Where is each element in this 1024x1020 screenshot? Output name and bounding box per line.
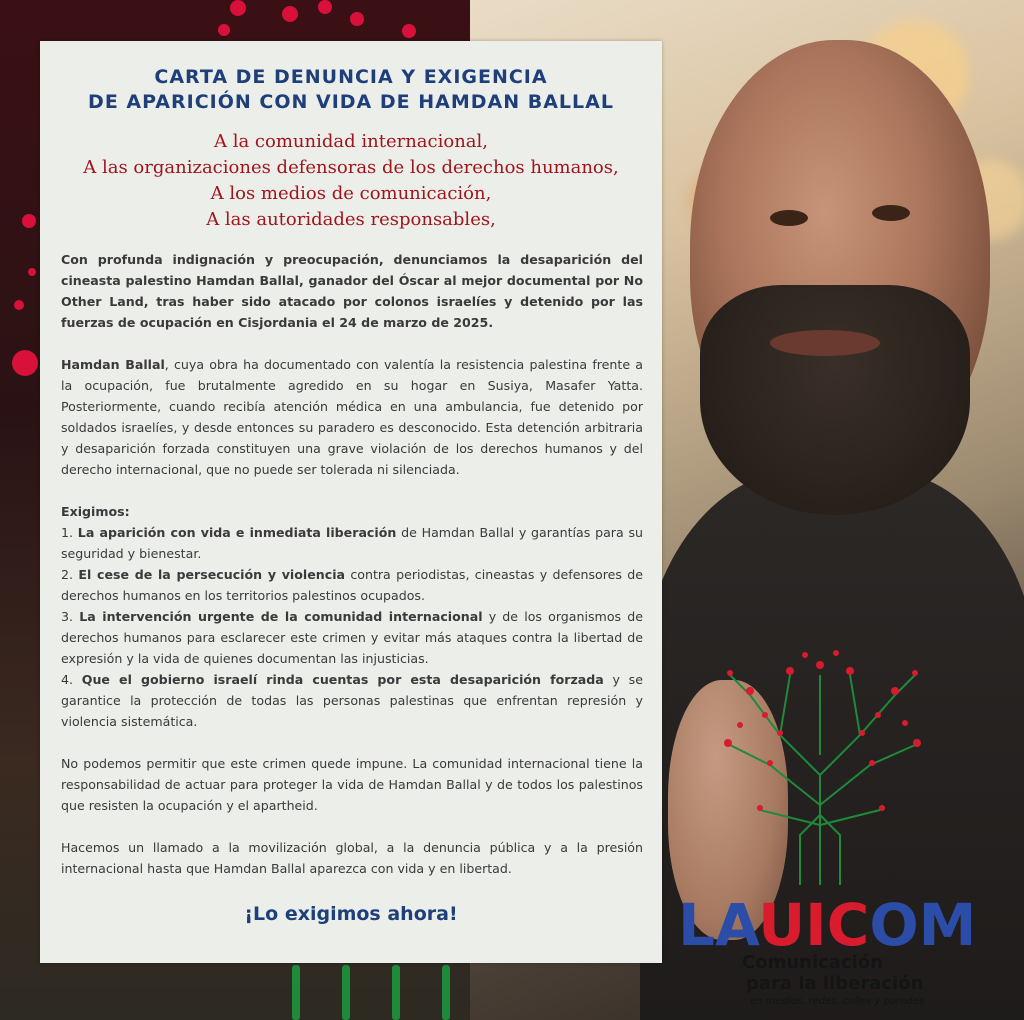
red-dot bbox=[318, 0, 332, 14]
logo-letters-la: LA bbox=[678, 891, 759, 959]
red-dot bbox=[28, 268, 36, 276]
demand-item bbox=[61, 606, 643, 669]
demand-number: 4. bbox=[61, 672, 74, 687]
demand-text: contra periodistas, cineastas y defensores de derechos humanos en los territorios palestinos ocupados. bbox=[61, 567, 643, 603]
title-line: DE APARICIÓN CON VIDA DE HAMDAN BALLAL bbox=[88, 91, 614, 113]
paragraph-call: Hacemos un llamado a la movilización global, a la denuncia pública y a la presión internacional hasta que Hamdan Ballal aparezca con vida y en libertad. bbox=[61, 840, 643, 876]
demand-text: y de los organismos de derechos humanos para esclarecer este crimen y evitar más ataques contra la libertad de expresión y la vida de quienes documentan las injusticias. bbox=[61, 609, 643, 666]
demand-number: 1. bbox=[61, 525, 74, 540]
person-eye bbox=[872, 205, 910, 221]
closing-line: ¡Lo exigimos ahora! bbox=[244, 903, 458, 925]
person-eye bbox=[770, 210, 808, 226]
demands-heading: Exigimos: bbox=[61, 504, 130, 519]
logo-letters-ui: UI bbox=[758, 891, 827, 959]
green-stem bbox=[342, 965, 350, 1020]
logo-wordmark bbox=[678, 890, 976, 960]
red-dot bbox=[218, 24, 230, 36]
logo-subtitle: Comunicación bbox=[742, 952, 883, 973]
demand-bold: La intervención urgente de la comunidad internacional bbox=[79, 609, 483, 624]
person-mouth bbox=[770, 330, 880, 356]
letter-body bbox=[61, 249, 643, 900]
letter-title bbox=[40, 65, 662, 115]
demand-bold: El cese de la persecución y violencia bbox=[78, 567, 346, 582]
demand-bold: La aparición con vida e inmediata liberación bbox=[77, 525, 397, 540]
paragraph-responsibility: No podemos permitir que este crimen quede impune. La comunidad internacional tiene la responsabilidad de actuar para proteger la vida de Hamdan Ballal y de todos los palestinos que resisten la ocupación y el apartheid. bbox=[61, 756, 643, 813]
demand-item bbox=[61, 669, 643, 732]
name-bold: Hamdan Ballal bbox=[61, 357, 165, 372]
demand-number: 3. bbox=[61, 609, 74, 624]
person-beard bbox=[700, 285, 970, 515]
logo-tagline: en medios, redes, calles y paredes bbox=[750, 996, 924, 1007]
addressee-line: A las organizaciones defensoras de los derechos humanos, bbox=[83, 157, 619, 178]
demand-number: 2. bbox=[61, 567, 74, 582]
logo-subtitle-2: para la liberación bbox=[746, 973, 924, 994]
green-stem bbox=[392, 965, 400, 1020]
demand-item bbox=[61, 564, 643, 606]
demand-bold: Que el gobierno israelí rinda cuentas por esta desaparición forzada bbox=[81, 672, 604, 687]
tree-logo-icon bbox=[700, 635, 940, 885]
green-stem bbox=[292, 965, 300, 1020]
demand-text: de Hamdan Ballal y garantías para su seguridad y bienestar. bbox=[61, 525, 643, 561]
red-dot bbox=[22, 214, 36, 228]
red-dot bbox=[282, 6, 298, 22]
addressee-line: A la comunidad internacional, bbox=[214, 131, 488, 152]
green-stem bbox=[442, 965, 450, 1020]
letter-card bbox=[40, 41, 662, 963]
red-dot bbox=[402, 24, 416, 38]
title-line: CARTA DE DENUNCIA Y EXIGENCIA bbox=[154, 66, 548, 88]
demand-text: y se garantice la protección de todas las personas palestinas que enfrentan represión y violencia sistemática. bbox=[61, 672, 643, 729]
paragraph-intro: Con profunda indignación y preocupación, denunciamos la desaparición del cineasta palestino Hamdan Ballal, ganador del Óscar al mejor documental por No Other Land, tras haber sido atacado por colonos israelíes y detenido por las fuerzas de ocupación en Cisjordania el 24 de marzo de 2025. bbox=[61, 252, 643, 330]
red-dot bbox=[12, 350, 38, 376]
red-dot bbox=[350, 12, 364, 26]
paragraph-context-text: , cuya obra ha documentado con valentía la resistencia palestina frente a la ocupación, fue brutalmente agredido en su hogar en Susiya, Masafer Yatta. Posteriormente, cuando recibía atención médica en una ambulancia, fue detenido por soldados israelíes, y desde entonces su paradero es desconocido. Esta detención arbitraria y desaparición forzada constituyen una grave violación de los derechos humanos y del derecho internacional, que no puede ser tolerada ni silenciada. bbox=[61, 357, 643, 477]
red-dot bbox=[230, 0, 246, 16]
logo-letter-c: C bbox=[826, 891, 870, 959]
demand-item bbox=[61, 522, 643, 564]
addressee-line: A los medios de comunicación, bbox=[210, 183, 492, 204]
addressee-line: A las autoridades responsables, bbox=[206, 209, 496, 230]
addressees bbox=[40, 129, 662, 233]
paragraph-context bbox=[61, 354, 643, 480]
red-dot bbox=[14, 300, 24, 310]
logo-letters-om: OM bbox=[869, 891, 977, 959]
